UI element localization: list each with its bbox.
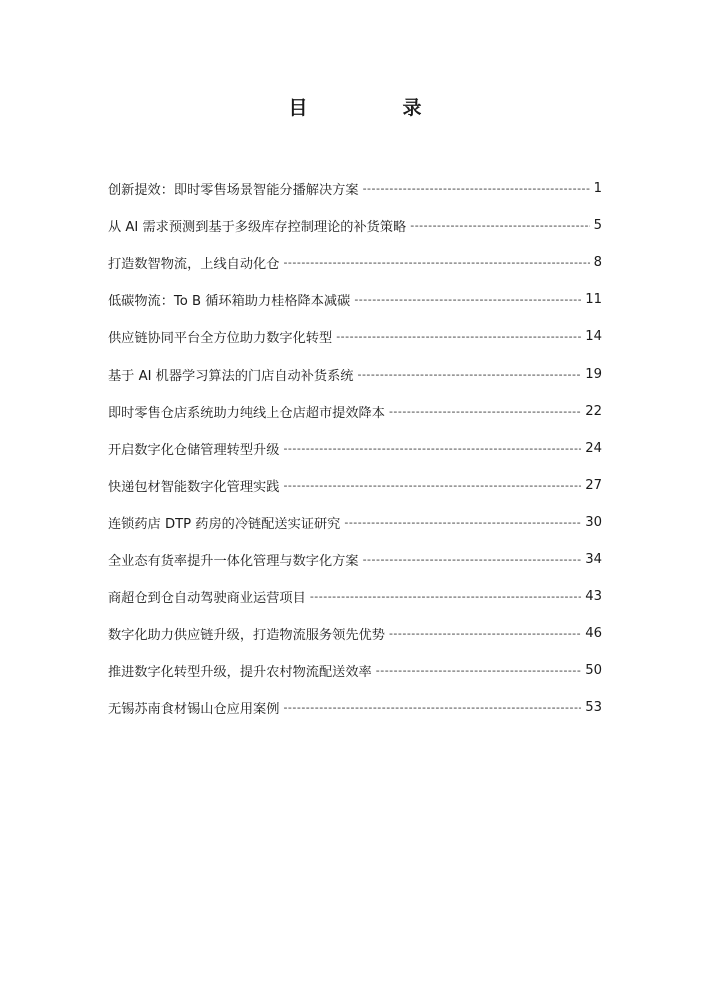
toc-entry-label: 基于 AI 机器学习算法的门店自动补货系统 — [108, 368, 354, 384]
toc-entry-label: 全业态有货率提升一体化管理与数字化方案 — [108, 553, 359, 569]
dot-leader — [376, 664, 581, 677]
toc-entry-label: 推进数字化转型升级，提升农村物流配送效率 — [108, 665, 372, 681]
toc-entry[interactable] — [108, 504, 602, 541]
toc-entry-page: 53 — [585, 700, 602, 716]
toc-entry-label: 无锡苏南食材锡山仓应用案例 — [108, 702, 280, 718]
dot-leader — [283, 479, 581, 492]
toc-entry[interactable] — [108, 689, 602, 726]
toc-entry[interactable] — [108, 430, 602, 467]
toc-entry[interactable] — [108, 541, 602, 578]
toc-entry[interactable] — [108, 318, 602, 355]
dot-leader — [283, 442, 581, 455]
toc-entry-page: 8 — [593, 255, 602, 271]
dot-leader — [283, 701, 581, 714]
toc-entry-page: 50 — [585, 663, 602, 679]
dot-leader — [410, 219, 589, 232]
toc-entry[interactable] — [108, 281, 602, 318]
dot-leader — [283, 256, 589, 269]
toc-entry-label: 开启数字化仓储管理转型升级 — [108, 442, 280, 458]
page-title: 目 录 — [288, 97, 460, 119]
dot-leader — [336, 330, 581, 343]
table-of-contents — [108, 170, 602, 726]
toc-entry[interactable] — [108, 355, 602, 392]
toc-entry-page: 14 — [585, 329, 602, 345]
toc-entry-page: 1 — [593, 181, 602, 197]
dot-leader — [363, 182, 590, 195]
toc-entry[interactable] — [108, 578, 602, 615]
toc-entry-label: 商超仓到仓自动驾驶商业运营项目 — [108, 591, 306, 607]
toc-entry-page: 19 — [585, 366, 602, 382]
toc-entry-label: 创新提效：即时零售场景智能分播解决方案 — [108, 183, 359, 199]
dot-leader — [310, 590, 581, 603]
toc-entry[interactable] — [108, 207, 602, 244]
toc-entry[interactable] — [108, 393, 602, 430]
toc-entry[interactable] — [108, 652, 602, 689]
toc-entry-label: 供应链协同平台全方位助力数字化转型 — [108, 331, 333, 347]
dot-leader — [389, 627, 581, 640]
toc-entry[interactable] — [108, 170, 602, 207]
dot-leader — [389, 405, 581, 418]
dot-leader — [344, 516, 581, 529]
toc-entry-label: 即时零售仓店系统助力纯线上仓店超市提效降本 — [108, 405, 385, 421]
toc-entry-label: 从 AI 需求预测到基于多级库存控制理论的补货策略 — [108, 220, 407, 236]
dot-leader — [363, 553, 582, 566]
toc-entry-page: 30 — [585, 514, 602, 530]
toc-entry[interactable] — [108, 244, 602, 281]
toc-entry[interactable] — [108, 615, 602, 652]
toc-entry-page: 5 — [593, 218, 602, 234]
toc-entry-page: 46 — [585, 626, 602, 642]
toc-entry-page: 34 — [585, 551, 602, 567]
toc-entry-page: 22 — [585, 403, 602, 419]
toc-entry-page: 43 — [585, 589, 602, 605]
toc-entry-label: 低碳物流：To B 循环箱助力桂格降本减碳 — [108, 294, 351, 310]
toc-entry-page: 27 — [585, 477, 602, 493]
toc-entry-label: 打造数智物流，上线自动化仓 — [108, 257, 280, 273]
toc-entry-label: 数字化助力供应链升级，打造物流服务领先优势 — [108, 628, 385, 644]
toc-entry-label: 快递包材智能数字化管理实践 — [108, 479, 280, 495]
dot-leader — [354, 293, 581, 306]
toc-entry[interactable] — [108, 467, 602, 504]
dot-leader — [357, 368, 581, 381]
toc-entry-page: 24 — [585, 440, 602, 456]
toc-entry-page: 11 — [585, 292, 602, 308]
toc-entry-label: 连锁药店 DTP 药房的冷链配送实证研究 — [108, 516, 341, 532]
